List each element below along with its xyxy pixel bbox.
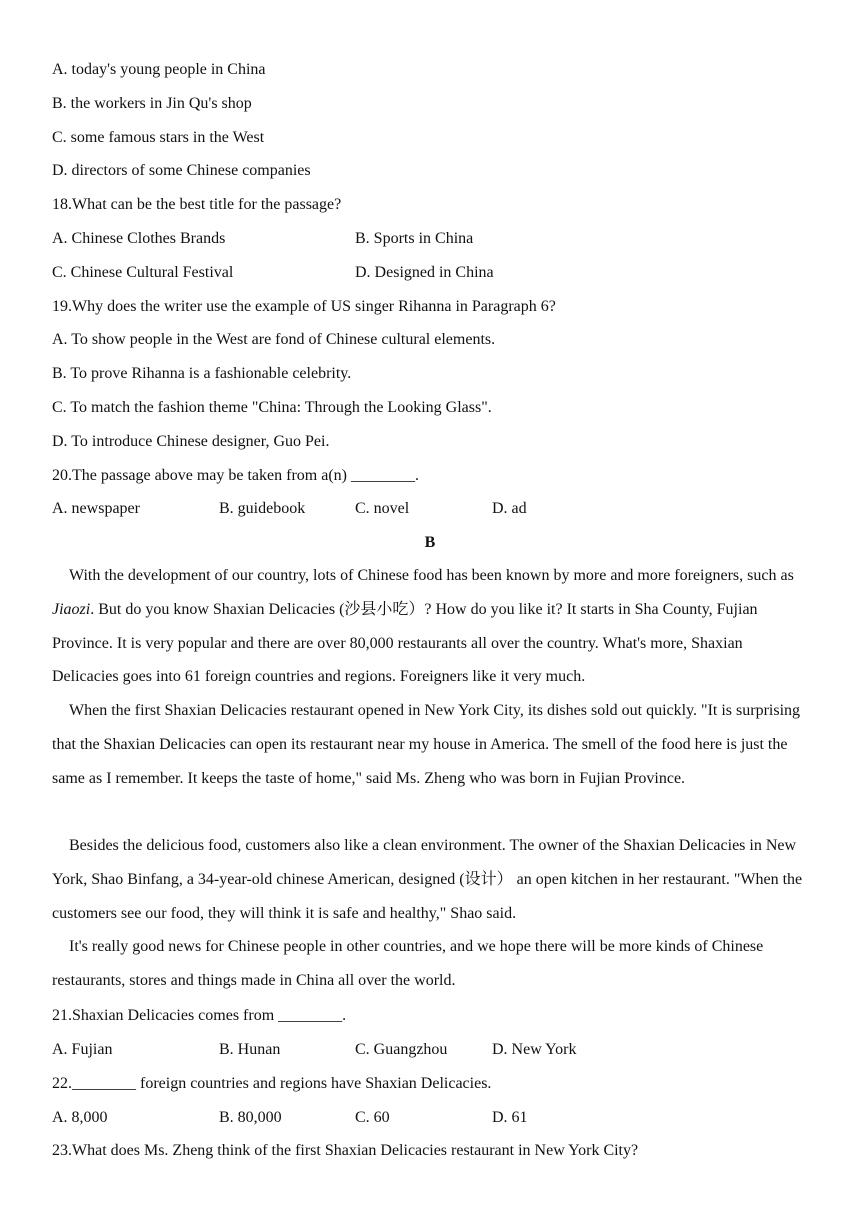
q18-option-d: D. Designed in China bbox=[355, 264, 494, 281]
q19-question: 19.Why does the writer use the example of US singer Rihanna in Paragraph 6? bbox=[52, 298, 556, 315]
q22-question: 22.________ foreign countries and regions have Shaxian Delicacies. bbox=[52, 1075, 492, 1092]
q20-option-d: D. ad bbox=[492, 500, 527, 517]
q18-option-c: C. Chinese Cultural Festival bbox=[52, 264, 234, 281]
q18-option-a: A. Chinese Clothes Brands bbox=[52, 230, 226, 247]
paragraph-1-text-end: . But do you know Shaxian Delicacies (沙县小吃）? How do you like it? It starts in Sha County, Fujian Province. It is very popular and there are over 80,000 restaurants all over the country. What's more, Shaxian Delicacies goes into 61 foreign countries and regions. Foreigners like it very much. bbox=[52, 600, 758, 686]
q22-option-d: D. 61 bbox=[492, 1109, 528, 1126]
q20-question: 20.The passage above may be taken from a(n) ________. bbox=[52, 467, 419, 484]
passage-paragraph-2 bbox=[52, 694, 812, 795]
section-heading: B bbox=[424, 534, 436, 551]
q17-option-b: B. the workers in Jin Qu's shop bbox=[52, 95, 252, 112]
q21-option-c: C. Guangzhou bbox=[355, 1041, 448, 1058]
q20-option-b: B. guidebook bbox=[219, 500, 306, 517]
q19-option-a: A. To show people in the West are fond of Chinese cultural elements. bbox=[52, 331, 496, 348]
paragraph-1-text-start: With the development of our country, lots of Chinese food has been known by more and more foreigners, such as bbox=[69, 567, 794, 584]
paragraph-4-text: It's really good news for Chinese people in other countries, and we hope there will be more kinds of Chinese restaurants, stores and things made in China all over the world. bbox=[52, 938, 764, 989]
q19-option-b: B. To prove Rihanna is a fashionable celebrity. bbox=[52, 365, 352, 382]
q21-option-b: B. Hunan bbox=[219, 1041, 281, 1058]
paragraph-2-text: When the first Shaxian Delicacies restaurant opened in New York City, its dishes sold out quickly. "It is surprising that the Shaxian Delicacies can open its restaurant near my house in America. The smell of the food here is just the same as I remember. It keeps the taste of home," said Ms. Zheng who was born in Fujian Province. bbox=[52, 702, 801, 787]
passage-paragraph-3 bbox=[52, 829, 812, 930]
q21-option-d: D. New York bbox=[492, 1041, 577, 1058]
q23-question: 23.What does Ms. Zheng think of the first Shaxian Delicacies restaurant in New York City? bbox=[52, 1142, 639, 1159]
paragraph-3-text: Besides the delicious food, customers also like a clean environment. The owner of the Shaxian Delicacies in New York, Shao Binfang, a 34-year-old chinese American, designed (设计） an open kitchen in her restaurant. "When the customers see our food, they will think it is safe and healthy," Shao said. bbox=[52, 837, 803, 922]
q19-option-c: C. To match the fashion theme "China: Through the Looking Glass". bbox=[52, 399, 492, 416]
q20-option-c: C. novel bbox=[355, 500, 410, 517]
q19-option-d: D. To introduce Chinese designer, Guo Pei. bbox=[52, 433, 330, 450]
q18-option-b: B. Sports in China bbox=[355, 230, 474, 247]
q17-option-d: D. directors of some Chinese companies bbox=[52, 162, 311, 179]
passage-paragraph-1 bbox=[52, 559, 812, 694]
q22-option-a: A. 8,000 bbox=[52, 1109, 108, 1126]
paragraph-1-italic-term: Jiaozi bbox=[52, 600, 91, 618]
q22-option-c: C. 60 bbox=[355, 1109, 390, 1126]
q17-option-a: A. today's young people in China bbox=[52, 61, 266, 78]
q22-option-b: B. 80,000 bbox=[219, 1109, 282, 1126]
q17-option-c: C. some famous stars in the West bbox=[52, 129, 265, 146]
q21-option-a: A. Fujian bbox=[52, 1041, 113, 1058]
q18-question: 18.What can be the best title for the passage? bbox=[52, 196, 342, 213]
passage-paragraph-4 bbox=[52, 930, 812, 998]
q20-option-a: A. newspaper bbox=[52, 500, 140, 517]
q21-question: 21.Shaxian Delicacies comes from ________. bbox=[52, 1007, 347, 1024]
